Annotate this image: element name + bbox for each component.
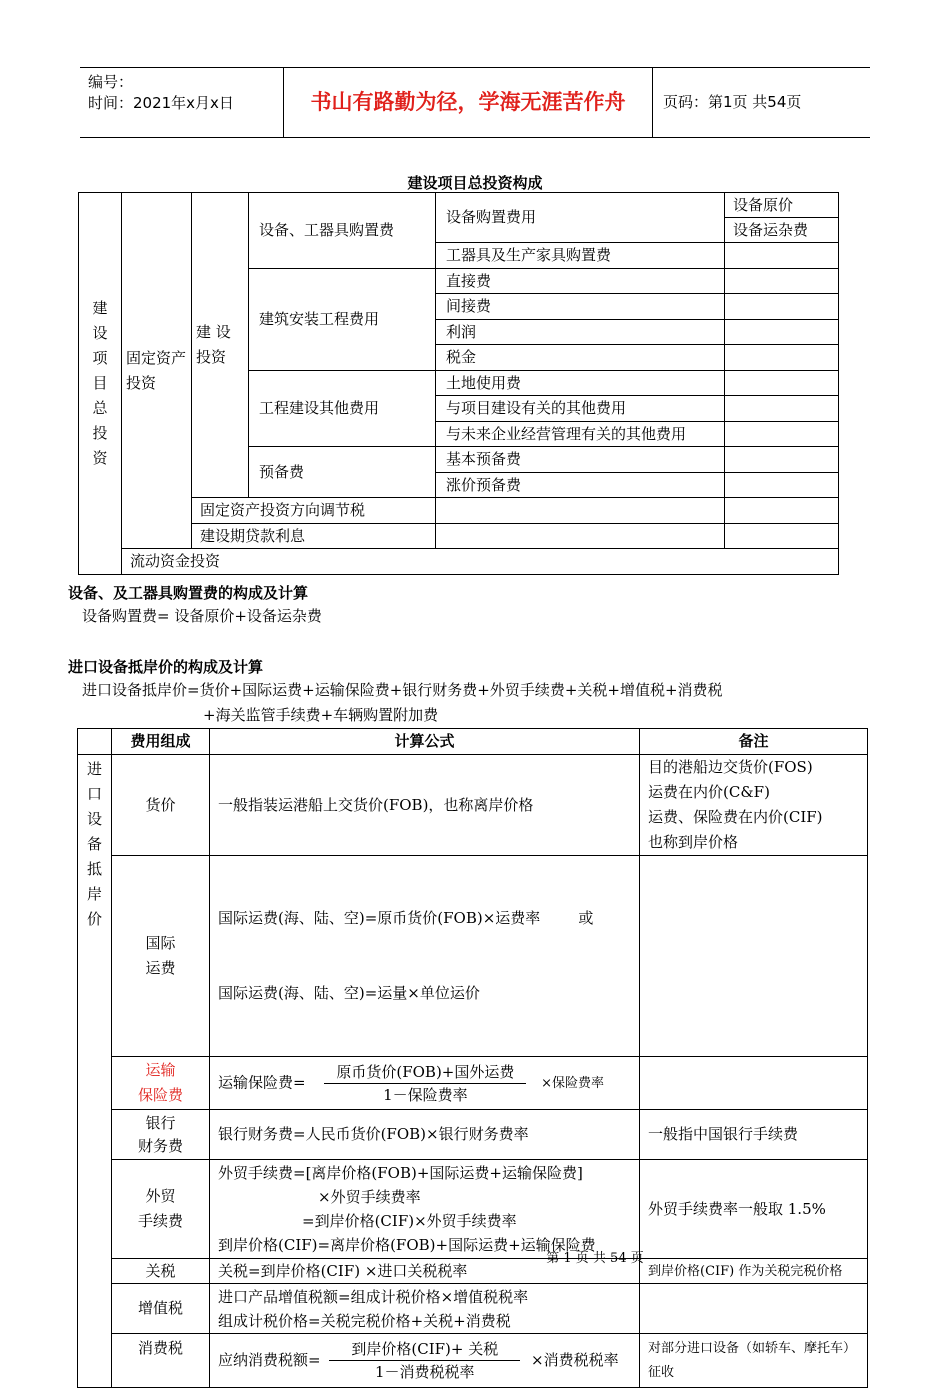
row-consumption-formula bbox=[210, 1334, 640, 1388]
insurance-fraction bbox=[324, 1061, 526, 1106]
row-customs-name: 关税 bbox=[112, 1259, 210, 1284]
header-meta bbox=[80, 68, 283, 137]
formula-line: 到岸价格(CIF)=离岸价格(FOB)+国际运费+运输保险费 bbox=[218, 1236, 596, 1254]
consumption-fraction bbox=[329, 1338, 520, 1383]
row-bank-formula: 银行财务费=人民币货价(FOB)×银行财务费率 bbox=[210, 1110, 640, 1160]
formula-line: 国际运费(海、陆、空)=运量×单位运价 bbox=[218, 984, 480, 1002]
vertical-char: 设 bbox=[86, 810, 102, 828]
note-line: 目的港船边交货价(FOS) bbox=[648, 758, 813, 776]
formula-suffix: ×消费税税率 bbox=[531, 1351, 619, 1369]
empty-cell bbox=[725, 269, 839, 294]
equipment-purchase-label: 设备购置费用 bbox=[436, 193, 725, 243]
fraction-denominator: 1－消费税税率 bbox=[375, 1363, 475, 1381]
header-cost-item: 费用组成 bbox=[112, 729, 210, 755]
row-vat-name: 增值税 bbox=[112, 1284, 210, 1334]
name-line: 手续费 bbox=[137, 1212, 183, 1230]
row-bank-name bbox=[112, 1110, 210, 1160]
empty-cell bbox=[640, 1284, 868, 1334]
total-investment-label bbox=[79, 193, 122, 575]
note-line: 运费在内价(C&F) bbox=[648, 783, 770, 801]
vertical-char: 项 bbox=[92, 349, 108, 367]
row-consumption-note: 对部分进口设备（如轿车、摩托车）征收 bbox=[640, 1334, 868, 1388]
vertical-char: 总 bbox=[92, 399, 108, 417]
future-operation-label: 与未来企业经营管理有关的其他费用 bbox=[436, 422, 725, 447]
row-trade-note: 外贸手续费率一般取 1.5% bbox=[640, 1160, 868, 1259]
empty-cell bbox=[725, 524, 839, 549]
row-vat-formula bbox=[210, 1284, 640, 1334]
tools-purchase-label: 工器具及生产家具购置费 bbox=[436, 243, 725, 269]
section3-formula-line2: +海关监管手续费+车辆购置附加费 bbox=[203, 706, 439, 724]
vertical-char: 建 bbox=[92, 299, 108, 317]
vertical-char: 岸 bbox=[86, 885, 102, 903]
project-related-label: 与项目建设有关的其他费用 bbox=[436, 396, 725, 422]
name-line: 保险费 bbox=[137, 1086, 183, 1104]
empty-cell bbox=[436, 524, 725, 549]
land-use-label: 土地使用费 bbox=[436, 371, 725, 396]
empty-cell bbox=[725, 371, 839, 396]
row-insurance-name bbox=[112, 1057, 210, 1110]
vertical-char: 抵 bbox=[86, 860, 102, 878]
name-line: 银行 bbox=[145, 1113, 176, 1132]
empty-cell bbox=[725, 498, 839, 524]
empty-cell bbox=[725, 422, 839, 447]
profit-label: 利润 bbox=[436, 320, 725, 345]
formula-line: 外贸手续费=[离岸价格(FOB)+国际运费+运输保险费] bbox=[218, 1164, 583, 1182]
formula-line: 进口产品增值税额=组成计税价格×增值税税率 bbox=[218, 1287, 529, 1306]
row-freight-name bbox=[112, 856, 210, 1057]
page-footer: 第 1 页 共 54 页 bbox=[546, 1251, 644, 1266]
section3-formula-line1: 进口设备抵岸价=货价+国际运费+运输保险费+银行财务费+外贸手续费+关税+增值税+消费税 bbox=[82, 681, 723, 699]
time-label: 时间：2021年x月x日 bbox=[88, 94, 234, 112]
row-goods-name: 货价 bbox=[112, 755, 210, 856]
loan-interest-label: 建设期贷款利息 bbox=[192, 524, 436, 549]
row-trade-name bbox=[112, 1160, 210, 1259]
section2-title: 设备、及工器具购置费的构成及计算 bbox=[68, 584, 309, 602]
fraction-numerator: 原币货价(FOB)+国外运费 bbox=[324, 1061, 526, 1084]
building-install-label: 建筑安装工程费用 bbox=[249, 269, 436, 371]
row-goods-formula: 一般指装运港船上交货价(FOB)，也称离岸价格 bbox=[210, 755, 640, 856]
empty-cell bbox=[640, 1057, 868, 1110]
other-costs-label: 工程建设其他费用 bbox=[249, 371, 436, 447]
indirect-cost-label: 间接费 bbox=[436, 294, 725, 320]
header-motto: 书山有路勤为径，学海无涯苦作舟 bbox=[283, 68, 653, 137]
tax-label: 税金 bbox=[436, 345, 725, 371]
vertical-char: 资 bbox=[92, 449, 108, 467]
name-line: 国际 bbox=[145, 934, 176, 952]
landed-price-table bbox=[77, 728, 868, 1388]
adjust-tax-label: 固定资产投资方向调节税 bbox=[192, 498, 436, 524]
formula-line: 组成计税价格=关税完税价格+关税+消费税 bbox=[218, 1311, 511, 1330]
section3-title: 进口设备抵岸价的构成及计算 bbox=[68, 658, 264, 676]
vertical-char: 口 bbox=[86, 785, 102, 803]
investment-structure-table bbox=[78, 192, 839, 575]
empty-cell bbox=[725, 447, 839, 473]
fixed-asset-label: 固定资产投资 bbox=[122, 193, 192, 549]
header-note: 备注 bbox=[640, 729, 868, 755]
vertical-char: 设 bbox=[92, 324, 108, 342]
page-header bbox=[80, 67, 870, 138]
equipment-freight-label: 设备运杂费 bbox=[725, 218, 839, 243]
formula-line: 国际运费(海、陆、空)=原币货价(FOB)×运费率 或 bbox=[218, 909, 594, 927]
name-line: 运费 bbox=[145, 959, 176, 977]
row-customs-note: 到岸价格(CIF) 作为关税完税价格 bbox=[640, 1259, 868, 1284]
construction-invest-label: 建 设 投资 bbox=[192, 193, 249, 498]
formula-prefix: 应纳消费税额= bbox=[218, 1351, 321, 1369]
empty-cell bbox=[725, 396, 839, 422]
empty-cell bbox=[725, 294, 839, 320]
formula-line: =到岸价格(CIF)×外贸手续费率 bbox=[302, 1212, 517, 1230]
row-customs-formula: 关税=到岸价格(CIF) ×进口关税税率 bbox=[210, 1259, 640, 1284]
name-line: 运输 bbox=[145, 1061, 176, 1079]
section1-title: 建设项目总投资构成 bbox=[407, 174, 543, 192]
empty-cell bbox=[640, 856, 868, 1057]
direct-cost-label: 直接费 bbox=[436, 269, 725, 294]
vertical-char: 目 bbox=[92, 374, 108, 392]
basic-reserve-label: 基本预备费 bbox=[436, 447, 725, 473]
formula-line: ×外贸手续费率 bbox=[318, 1188, 421, 1206]
empty-cell bbox=[725, 243, 839, 269]
vertical-char: 投 bbox=[92, 424, 108, 442]
import-landed-price-label bbox=[78, 755, 112, 1388]
row-goods-note bbox=[640, 755, 868, 856]
reserve-label: 预备费 bbox=[249, 447, 436, 498]
empty-cell bbox=[436, 498, 725, 524]
name-line: 财务费 bbox=[137, 1136, 183, 1155]
name-line: 外贸 bbox=[145, 1187, 176, 1205]
fraction-denominator: 1－保险费率 bbox=[383, 1085, 468, 1104]
formula-suffix: ×保险费率 bbox=[541, 1076, 605, 1091]
number-label: 编号： bbox=[88, 73, 134, 91]
equipment-tools-label: 设备、工器具购置费 bbox=[249, 193, 436, 269]
row-trade-formula bbox=[210, 1160, 640, 1259]
row-insurance-formula bbox=[210, 1057, 640, 1110]
row-freight-formula bbox=[210, 856, 640, 1057]
fraction-numerator: 到岸价格(CIF)+ 关税 bbox=[329, 1338, 520, 1361]
vertical-char: 价 bbox=[86, 910, 102, 928]
note-line: 运费、保险费在内价(CIF) bbox=[648, 808, 823, 826]
price-reserve-label: 涨价预备费 bbox=[436, 473, 725, 498]
header-formula: 计算公式 bbox=[210, 729, 640, 755]
vertical-char: 备 bbox=[86, 835, 102, 853]
row-bank-note: 一般指中国银行手续费 bbox=[640, 1110, 868, 1160]
note-line: 也称到岸价格 bbox=[648, 833, 739, 851]
empty-cell bbox=[725, 345, 839, 371]
empty-cell bbox=[725, 473, 839, 498]
header-page-code: 页码：第1页 共54页 bbox=[663, 93, 802, 111]
row-consumption-name: 消费税 bbox=[112, 1334, 210, 1388]
vertical-char: 进 bbox=[86, 760, 102, 778]
formula-prefix: 运输保险费= bbox=[218, 1073, 306, 1091]
empty-header-cell bbox=[78, 729, 112, 755]
section2-formula: 设备购置费= 设备原价+设备运杂费 bbox=[82, 607, 322, 625]
equipment-original-label: 设备原价 bbox=[725, 193, 839, 218]
working-capital-label: 流动资金投资 bbox=[122, 549, 839, 575]
empty-cell bbox=[725, 320, 839, 345]
